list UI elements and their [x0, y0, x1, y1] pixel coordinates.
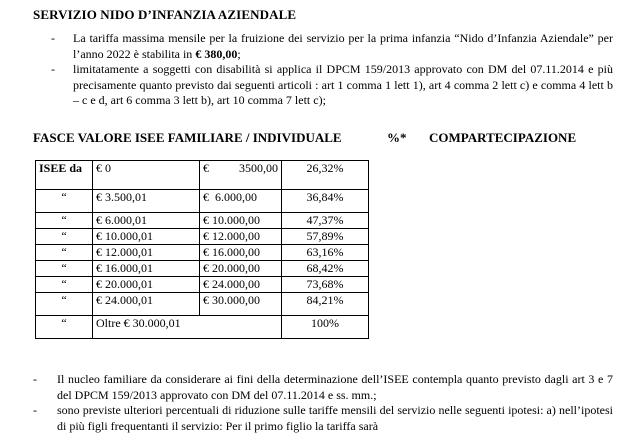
tariff-text-end: ; — [237, 46, 241, 61]
bullet-dash: - — [51, 62, 55, 76]
isee-from-cell: € 3.500,01 — [93, 190, 200, 213]
tariff-text: La tariffa massima mensile per la fruizione dei servizio per la prima infanzia “Nido d’Infanzia Aziendale” per l’anno 2022 è stabilita in — [73, 31, 613, 61]
isee-percent-cell: 68,42% — [282, 261, 369, 277]
isee-row-lead: “ — [36, 261, 93, 277]
isee-percent-cell: 26,32% — [282, 161, 369, 190]
isee-to-cell: € 30.000,00 — [200, 293, 282, 316]
isee-from-cell: € 12.000,01 — [93, 245, 200, 261]
isee-table-row — [36, 161, 369, 190]
isee-percent-cell: 36,84% — [282, 190, 369, 213]
isee-to-cell: € 10.000,00 — [200, 213, 282, 229]
isee-row-lead: “ — [36, 293, 93, 316]
isee-row-lead: “ — [36, 229, 93, 245]
disability-text: limitatamente a soggetti con disabilità si applica il DPCM 159/2013 approvato con DM del 07.11.2014 e più precisamente quanto previsto dai seguenti articoli : art 1 comma 1 lett 1), art 4 comma 2 lett c) e comma 4 lett b – c e d, art 6 comma 3 lett b), art 10 comma 7 lett c); — [73, 62, 613, 107]
isee-percent-cell: 100% — [282, 316, 369, 339]
isee-percent-cell: 84,21% — [282, 293, 369, 316]
isee-table-row — [36, 261, 369, 277]
isee-percent-cell: 63,16% — [282, 245, 369, 261]
isee-table-row — [36, 213, 369, 229]
isee-table-row — [36, 245, 369, 261]
isee-from-cell: Oltre € 30.000,01 — [93, 316, 282, 339]
isee-row-lead: “ — [36, 316, 93, 339]
isee-table-row — [36, 293, 369, 316]
isee-to-cell: € 6.000,00 — [200, 190, 282, 213]
isee-bands-table — [35, 160, 369, 339]
reduction-bullet — [33, 403, 613, 434]
isee-heading-contribution: COMPARTECIPAZIONE — [429, 130, 577, 145]
isee-from-cell: € 16.000,01 — [93, 261, 200, 277]
isee-table-row — [36, 229, 369, 245]
isee-from-cell: € 24.000,01 — [93, 293, 200, 316]
isee-row-lead: “ — [36, 277, 93, 293]
isee-row-lead: ISEE da — [36, 161, 93, 190]
isee-row-lead: “ — [36, 245, 93, 261]
isee-percent-cell: 47,37% — [282, 213, 369, 229]
isee-row-lead: “ — [36, 213, 93, 229]
lower-bullet-list — [33, 372, 613, 434]
isee-table-row — [36, 277, 369, 293]
household-bullet — [33, 372, 613, 403]
tariff-bullet — [33, 31, 613, 62]
isee-to-cell: € 12.000,00 — [200, 229, 282, 245]
isee-from-cell: € 6.000,01 — [93, 213, 200, 229]
isee-to-cell: € 16.000,00 — [200, 245, 282, 261]
bullet-dash: - — [33, 372, 37, 386]
isee-heading-percent: %* — [387, 130, 407, 145]
isee-to-cell: € 3500,00 — [200, 161, 282, 190]
tariff-amount: € 380,00 — [195, 46, 238, 61]
isee-table-row — [36, 190, 369, 213]
isee-heading-bands: FASCE VALORE ISEE FAMILIARE / INDIVIDUALE — [33, 130, 342, 145]
isee-percent-cell: 73,68% — [282, 277, 369, 293]
isee-from-cell: € 20.000,01 — [93, 277, 200, 293]
isee-to-cell: € 24.000,00 — [200, 277, 282, 293]
isee-percent-cell: 57,89% — [282, 229, 369, 245]
disability-bullet — [33, 62, 613, 109]
tariff-bullet-list — [33, 31, 613, 109]
isee-table-row — [36, 316, 369, 339]
isee-section-heading — [33, 130, 577, 146]
bullet-dash: - — [33, 403, 37, 417]
document-title: SERVIZIO NIDO D’INFANZIA AZIENDALE — [33, 7, 297, 22]
isee-from-cell: € 10.000,01 — [93, 229, 200, 245]
isee-to-cell: € 20.000,00 — [200, 261, 282, 277]
household-text: Il nucleo familiare da considerare ai fini della determinazione dell’ISEE contempla quanto previsto dagli art 3 e 7 del DPCM 159/2013 approvato con DM del 07.11.2014 e ss. mm.; — [57, 372, 613, 402]
isee-from-cell: € 0 — [93, 161, 200, 190]
reduction-text: sono previste ulteriori percentuali di riduzione sulle tariffe mensili del servizio nelle seguenti ipotesi: a) nell’ipotesi di più figli frequentanti il servizio: Per il primo figlio la tariffa sarà — [57, 403, 613, 433]
bullet-dash: - — [51, 31, 55, 45]
isee-row-lead: “ — [36, 190, 93, 213]
isee-table-body — [36, 161, 369, 339]
